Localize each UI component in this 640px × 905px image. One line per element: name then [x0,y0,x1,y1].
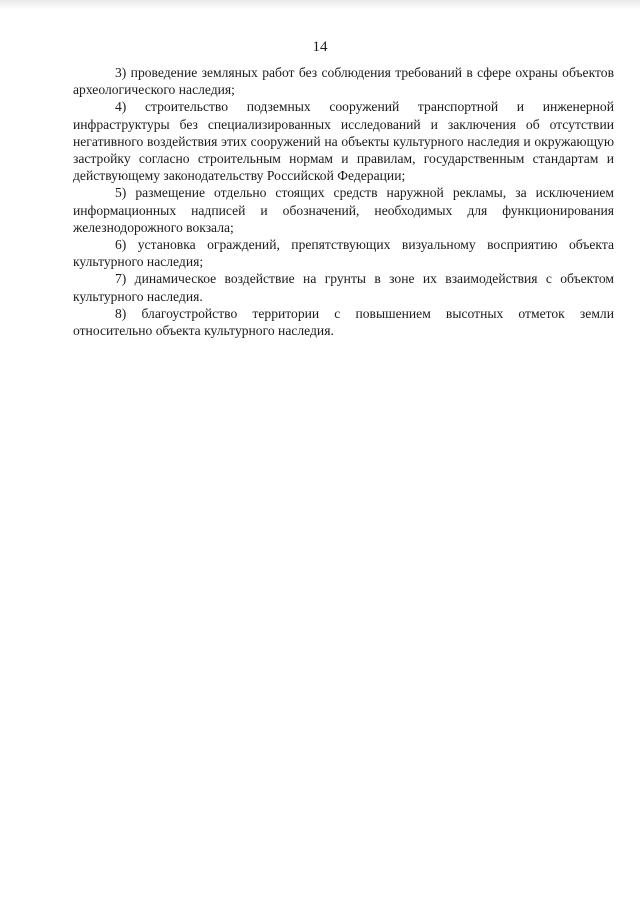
scan-top-edge [0,0,640,10]
list-item-8: 8) благоустройство территории с повышением высотных отметок земли относительно объекта культурного наследия. [73,305,614,339]
page-number: 14 [312,39,328,55]
list-item-5: 5) размещение отдельно стоящих средств наружной рекламы, за исключением информационных надписей и обозначений, необходимых для функционирования железнодорожного вокзала; [73,185,614,235]
list-item-7: 7) динамическое воздействие на грунты в зоне их взаимодействия с объектом культурного наследия. [73,271,614,304]
document-body [73,64,614,339]
list-item-3: 3) проведение земляных работ без соблюдения требований в сфере охраны объектов археологического наследия; [73,65,614,98]
list-item-4: 4) строительство подземных сооружений транспортной и инженерной инфраструктуры без специализированных исследований и заключения об отсутствии негативного воздействия этих сооружений на объекты культурного наследия и окружающую застройку согласно строительным нормам и правилам, государственным стандартам и действующему законодательству Российской Федерации; [73,99,614,184]
list-item-6: 6) установка ограждений, препятствующих визуальному восприятию объекта культурного наследия; [73,237,614,270]
